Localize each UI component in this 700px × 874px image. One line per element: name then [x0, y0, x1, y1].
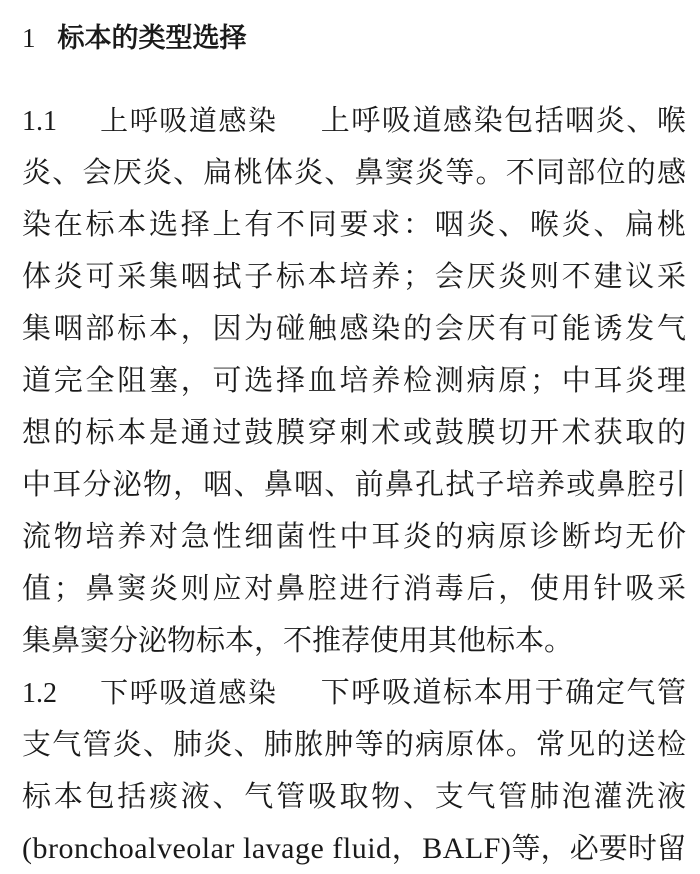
paragraph-line: [22, 822, 686, 874]
subsection-number: 1.2: [22, 678, 57, 709]
latin-term: (bronchoalveolar lavage fluid，BALF): [22, 832, 512, 865]
paragraph-text: 下呼吸道标本用于确定气管: [320, 675, 686, 709]
paragraph-line: 集鼻窦分泌物标本，不推荐使用其他标本。: [22, 623, 574, 657]
paragraph-line: 体炎可采集咽拭子标本培养；会厌炎则不建议采: [22, 259, 686, 293]
paragraph-line: [22, 666, 686, 718]
paragraph-line: 道完全阻塞，可选择血培养检测病原；中耳炎理: [22, 363, 686, 397]
paragraph-line: 标本包括痰液、气管吸取物、支气管肺泡灌洗液: [22, 779, 686, 813]
paragraph-line: 支气管炎、肺炎、肺脓肿等的病原体。常见的送检: [22, 727, 686, 761]
subsection-number: 1.1: [22, 106, 57, 137]
section-number: 1: [22, 23, 36, 53]
paragraph-line: 想的标本是通过鼓膜穿刺术或鼓膜切开术获取的: [22, 415, 686, 449]
subsection-upper-respiratory: [22, 94, 686, 666]
paragraph-line: 集咽部标本，因为碰触感染的会厌有可能诱发气: [22, 311, 686, 345]
subsection-title: 上呼吸道感染: [100, 104, 278, 137]
paragraph-line: 流物培养对急性细菌性中耳炎的病原诊断均无价: [22, 519, 686, 553]
subsection-lower-respiratory: [22, 666, 686, 874]
document-page: [22, 14, 686, 874]
section-heading: [22, 14, 686, 62]
paragraph-text: 上呼吸道感染包括咽炎、喉: [320, 103, 686, 137]
paragraph-line: 中耳分泌物，咽、鼻咽、前鼻孔拭子培养或鼻腔引: [22, 467, 686, 501]
paragraph-line: 炎、会厌炎、扁桃体炎、鼻窦炎等。不同部位的感: [22, 155, 686, 189]
paragraph-line: 染在标本选择上有不同要求：咽炎、喉炎、扁桃: [22, 207, 686, 241]
subsection-title: 下呼吸道感染: [100, 676, 278, 709]
paragraph-line: [22, 94, 686, 146]
paragraph-text: 等，必要时留: [511, 831, 686, 865]
section-title: 标本的类型选择: [57, 23, 247, 54]
paragraph-line: 值；鼻窦炎则应对鼻腔进行消毒后，使用针吸采: [22, 571, 686, 605]
